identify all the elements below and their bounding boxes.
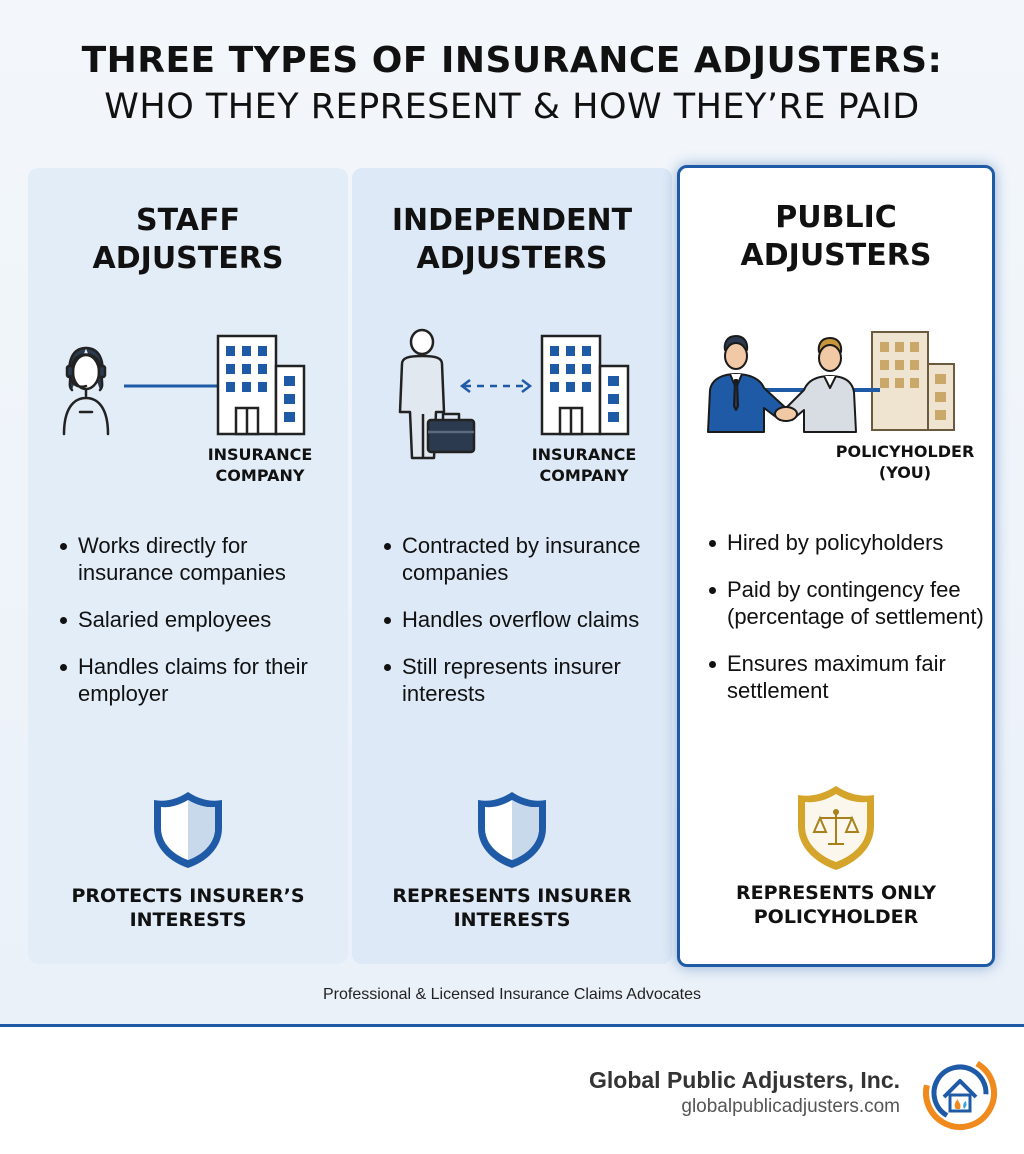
- shield-caption: PROTECTS INSURER’S INTERESTS: [71, 885, 305, 931]
- page-title: THREE TYPES OF INSURANCE ADJUSTERS:: [81, 40, 943, 81]
- illustration-label: POLICYHOLDER (YOU): [835, 442, 975, 482]
- handshake-icon: [708, 336, 856, 432]
- headset-agent-icon: [64, 348, 108, 434]
- staff-illustration: [28, 328, 348, 488]
- independent-illustration: [352, 328, 672, 488]
- insurance-company-building-icon: [542, 336, 628, 434]
- card-title: PUBLIC ADJUSTERS: [740, 200, 932, 273]
- list-item: Works directly for insurance companies: [56, 532, 346, 586]
- header: [0, 40, 1024, 127]
- building-icon: [872, 332, 954, 430]
- card-title: INDEPENDENT ADJUSTERS: [391, 203, 633, 276]
- illustration-label: INSURANCE COMPANY: [531, 445, 637, 485]
- list-item: Contracted by insurance companies: [380, 532, 670, 586]
- list-item: Paid by contingency fee (percentage of settlement): [705, 576, 995, 630]
- blue-shield-icon: [148, 788, 228, 872]
- person-with-briefcase-icon: [400, 330, 474, 458]
- company-url[interactable]: globalpublicadjusters.com: [681, 1096, 900, 1117]
- insurance-company-building-icon: [218, 336, 304, 434]
- bullet-list: [56, 532, 346, 727]
- page-subtitle: WHO THEY REPRESENT & HOW THEY’RE PAID: [104, 87, 920, 127]
- shield-caption: REPRESENTS INSURER INTERESTS: [392, 885, 632, 931]
- list-item: Ensures maximum fair settlement: [705, 650, 995, 704]
- company-name: Global Public Adjusters, Inc.: [589, 1067, 900, 1093]
- list-item: Handles overflow claims: [380, 606, 670, 633]
- public-adjusters-card: [677, 165, 995, 967]
- independent-adjusters-card: [352, 168, 672, 964]
- public-illustration: [680, 328, 992, 488]
- staff-adjusters-card: [28, 168, 348, 964]
- shield-caption: REPRESENTS ONLY POLICYHOLDER: [736, 882, 936, 928]
- footer: [0, 1024, 1024, 1154]
- tagline: Professional & Licensed Insurance Claims Advocates: [323, 986, 701, 1003]
- list-item: Salaried employees: [56, 606, 346, 633]
- list-item: Hired by policyholders: [705, 529, 995, 556]
- house-swirl-logo-icon: [920, 1053, 1000, 1133]
- double-arrow-icon: [462, 380, 530, 392]
- illustration-label: INSURANCE COMPANY: [207, 445, 313, 485]
- blue-shield-icon: [472, 788, 552, 872]
- card-title: STAFF ADJUSTERS: [92, 203, 284, 276]
- list-item: Still represents insurer interests: [380, 653, 670, 707]
- gold-scales-shield-icon: [792, 782, 880, 874]
- company-block: [589, 1067, 900, 1118]
- bullet-list: [380, 532, 670, 727]
- list-item: Handles claims for their employer: [56, 653, 346, 707]
- bullet-list: [705, 529, 995, 724]
